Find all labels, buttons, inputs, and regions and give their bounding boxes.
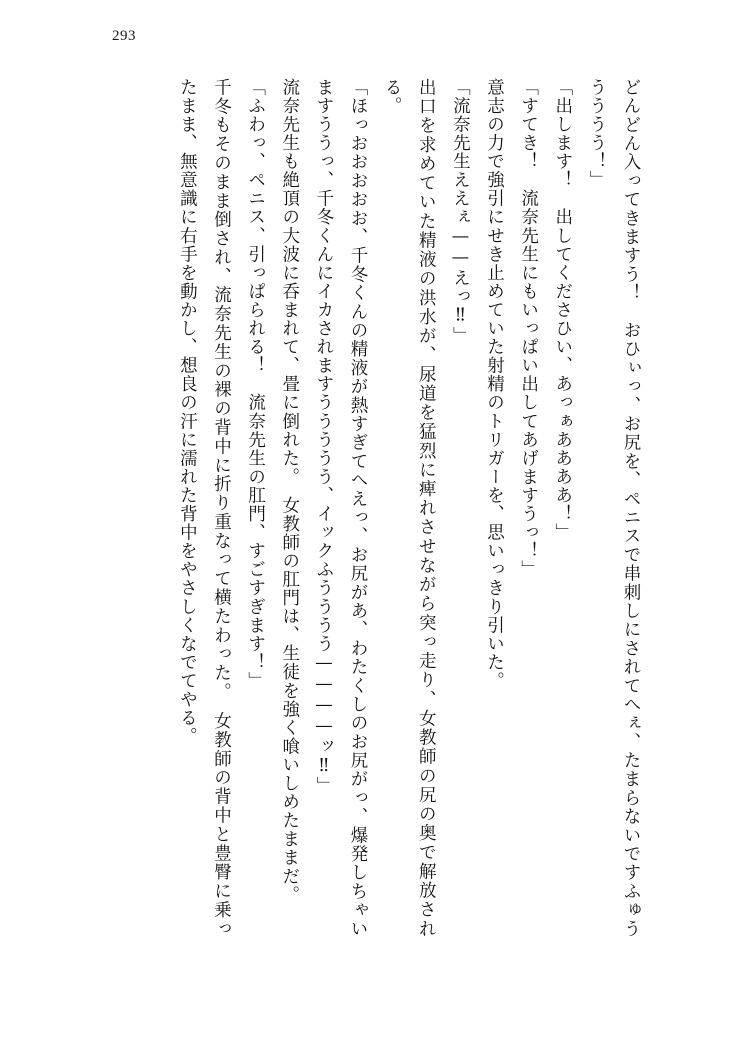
paragraph: 「すてき！ 流奈先生にもいっぱい出してあげますうっ！」: [518, 78, 539, 579]
paragraph: 「流奈先生ええぇ——えっ‼」: [450, 78, 471, 346]
paragraph: 出口を求めていた精液の洪水が、尿道を猛烈に痺れさせながら突っ走り、女教師の尻の奥で解放される。: [382, 78, 437, 938]
paragraph: 「ふわっ、ペニス、引っぱられる！ 流奈先生の肛門、すごすぎます！」: [245, 78, 266, 691]
paragraph: 千冬もそのまま倒され、流奈先生の裸の背中に折り重なって横たわった。 女教師の背中と豊臀に乗ったまま、無意識に右手を動かし、想良の汗に濡れた背中をやさしくなでてやる。: [177, 78, 232, 938]
paragraph: どんどん入ってきますう！ おひぃっ、お尻を、ペニスで串刺しにされてへぇ、たまらないですふゅううううう！」: [586, 78, 641, 938]
page-number: 293: [112, 28, 136, 44]
vertical-text-body: [88, 78, 648, 938]
paragraph: 「出します！ 出してくださひい、あっぁああああ！」: [552, 78, 573, 542]
paragraph: 意志の力で強引にせき止めていた射精のトリガーを、思いっきり引いた。: [484, 78, 505, 691]
paragraph: 流奈先生も絶頂の大波に呑まれて、畳に倒れた。 女教師の肛門は、生徒を強く喰いしめたままだ。: [279, 78, 300, 904]
paragraph: 「ほっおおおおお、千冬くんの精液が熱すぎてへえっ、お尻があ、わたくしのお尻がっ、爆発しちゃいますううっ、千冬くんにイカされますううううう、イックふうううう————ッ‼」: [313, 78, 368, 938]
